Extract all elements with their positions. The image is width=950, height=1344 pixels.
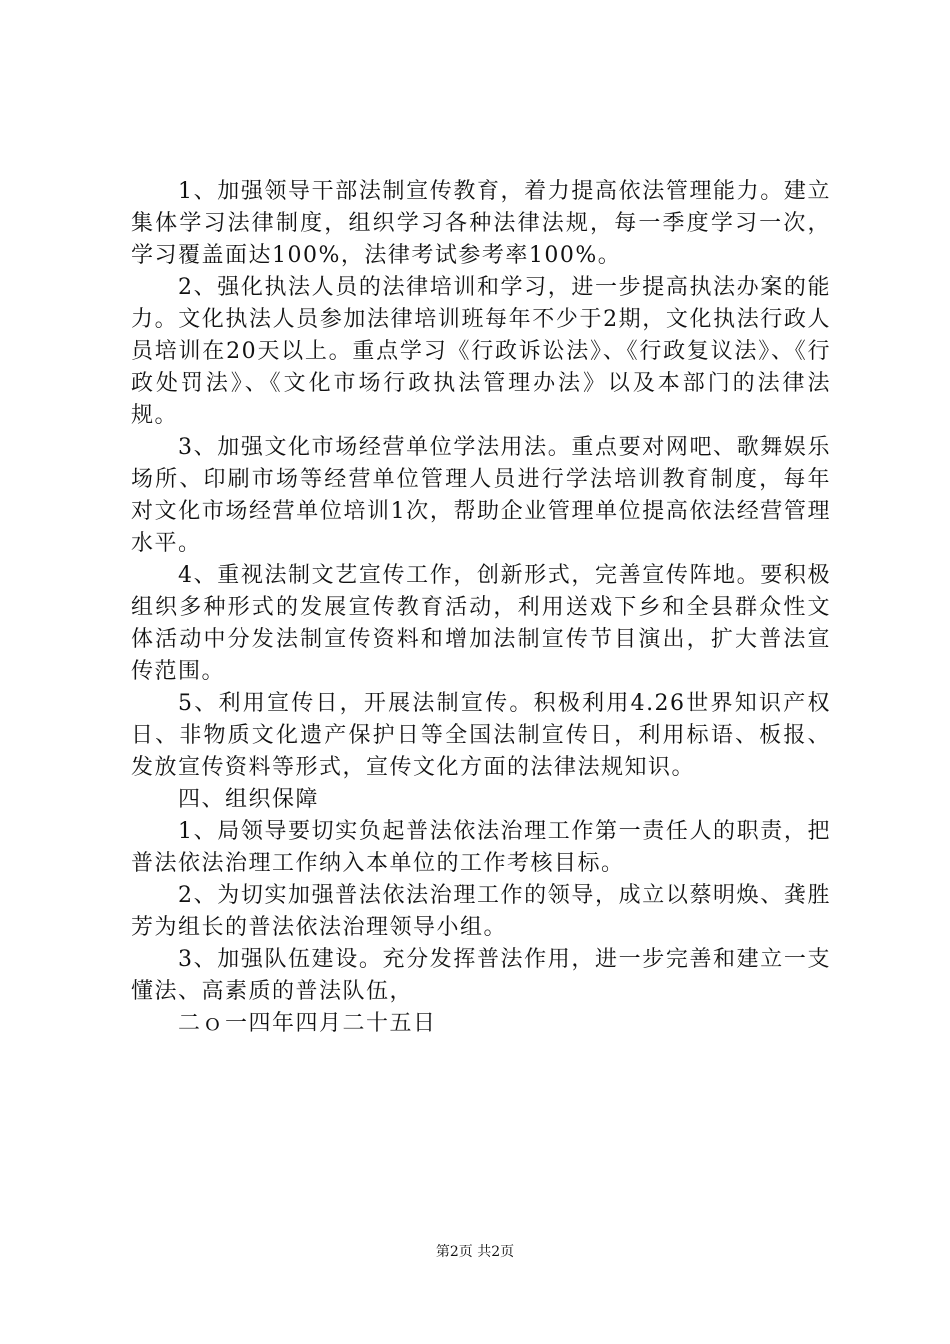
document-body (131, 176, 831, 1040)
paragraph-7: 2、为切实加强普法依法治理工作的领导，成立以蔡明焕、龚胜芳为组长的普法依法治理领导小组。 (131, 883, 831, 940)
paragraph-2: 2、强化执法人员的法律培训和学习，进一步提高执法办案的能力。文化执法人员参加法律培训班每年不少于2期，文化执法行政人员培训在20天以上。重点学习《行政诉讼法》、《行政复议法》、《行政处罚法》、《文化市场行政执法管理办法》以及本部门的法律法规。 (131, 275, 831, 428)
paragraph-3: 3、加强文化市场经营单位学法用法。重点要对网吧、歌舞娱乐场所、印刷市场等经营单位管理人员进行学法培训教育制度，每年对文化市场经营单位培训1次，帮助企业管理单位提高依法经营管理水平。 (131, 435, 831, 556)
paragraph-6: 1、局领导要切实负起普法依法治理工作第一责任人的职责，把普法依法治理工作纳入本单位的工作考核目标。 (131, 819, 831, 876)
document-date: 二ｏ一四年四月二十五日 (178, 1011, 437, 1036)
paragraph-1: 1、加强领导干部法制宣传教育，着力提高依法管理能力。建立集体学习法律制度，组织学习各种法律法规，每一季度学习一次，学习覆盖面达100%，法律考试参考率100%。 (131, 179, 831, 268)
paragraph-4: 4、重视法制文艺宣传工作，创新形式，完善宣传阵地。要积极组织多种形式的发展宣传教育活动，利用送戏下乡和全县群众性文体活动中分发法制宣传资料和增加法制宣传节目演出，扩大普法宣传范围。 (131, 563, 831, 684)
paragraph-8: 3、加强队伍建设。充分发挥普法作用，进一步完善和建立一支懂法、高素质的普法队伍， (131, 947, 831, 1004)
paragraph-5: 5、利用宣传日，开展法制宣传。积极利用4.26世界知识产权日、非物质文化遗产保护日等全国法制宣传日，利用标语、板报、发放宣传资料等形式，宣传文化方面的法律法规知识。 (131, 691, 831, 780)
section-heading-organization: 四、组织保障 (178, 787, 320, 812)
page-number-label: 第2页 共2页 (435, 1244, 515, 1260)
page-footer (0, 1242, 950, 1262)
